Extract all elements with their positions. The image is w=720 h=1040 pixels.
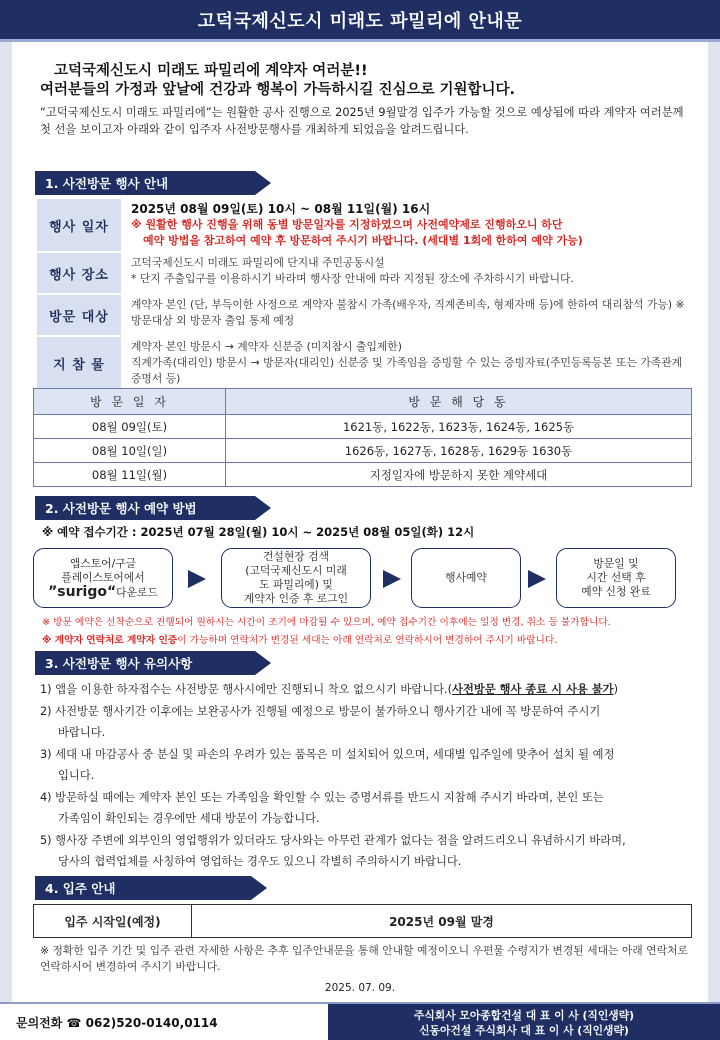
reservation-note-2: [42, 632, 557, 646]
event-place-line-2: * 단지 주출입구를 이용하시기 바라며 행사장 안내에 따라 지정된 장소에 주차하시기 바랍니다.: [131, 272, 574, 285]
move-in-label: 입주 시작일(예정): [34, 905, 192, 938]
items-line-2: 직계가족(대리인) 방문시 → 방문자(대리인) 신분증 및 가족임을 증빙할 수 있는 증빙자료(주민등록등본 또는 가족관계증명서 등): [131, 356, 683, 385]
caution-item-3: 3) 세대 내 마감공사 중 분실 및 파손의 우려가 있는 품목은 미 설치되어 있으며, 세대별 입주일에 맞추어 설치 될 예정: [40, 747, 615, 761]
step3-text: 행사예약: [445, 571, 487, 584]
step1-line-a: 앱스토어/구글: [69, 556, 137, 570]
flow-step-download: [33, 548, 173, 608]
note2-bold: ※ 계약자 연락처로 계약자 인증: [42, 635, 178, 646]
caution-item-5: 5) 행사장 주변에 외부인의 영업행위가 있더라도 당사와는 아무런 관계가 없다는 점을 알려드리오니 유념하시기 바라며,: [40, 833, 626, 847]
table-row: [34, 439, 692, 463]
value-event-place: [122, 252, 690, 294]
side-border-right: [708, 42, 720, 1002]
value-visit-target: 계약자 본인 (단, 부득이한 사정으로 계약자 불참시 가족(배우자, 직계존비속, 형제자매 등)에 한하여 대리참석 가능) ※ 방문대상 외 방문자 출입 통제 예정: [131, 298, 685, 327]
step2-line: 도 파밀리에) 및: [259, 578, 333, 591]
step2-line: (고덕국제신도시 미래: [245, 564, 347, 577]
section-1-title: 1. 사전방문 행사 안내: [35, 171, 255, 195]
caution-item-4-cont: 가족임이 확인되는 경우에만 세대 방문이 가능합니다.: [58, 812, 320, 825]
section-2-title: 2. 사전방문 행사 예약 방법: [35, 496, 255, 520]
schedule-date: 08월 11일(월): [34, 463, 226, 487]
step4-line: 시간 선택 후: [586, 571, 646, 584]
table-row: [34, 415, 692, 439]
company-line-1: 주식회사 모아종합건설 대 표 이 사 (직인생략): [413, 1009, 635, 1022]
contact-phone: 문의전화 ☎ 062)520-0140,0114: [16, 1016, 218, 1030]
event-date-note-2: 예약 방법을 참고하여 예약 후 방문하여 주시기 바랍니다. (세대별 1회에 한하여 예약 가능): [143, 234, 583, 247]
schedule-building: 1626동, 1627동, 1628동, 1629동 1630동: [226, 439, 692, 463]
greeting: [40, 62, 690, 138]
header-bar: [0, 0, 720, 42]
table-row: [34, 463, 692, 487]
greeting-paragraph: “고덕국제신도시 미래도 파밀리에”는 원활한 공사 진행으로 2025년 9월말경 입주가 가능할 것으로 예상됨에 따라 계약자 여러분께 첫 선을 보이고자 아래와 같이 입주자 사전방문행사를 개최하게 되었음을 알려드립니다.: [40, 106, 684, 136]
section-4-title: 4. 입주 안내: [35, 876, 251, 900]
document-date: 2025. 07. 09.: [324, 982, 396, 994]
greeting-line-1: 고덕국제신도시 미래도 파밀리에 계약자 여러분!!: [54, 63, 368, 79]
move-in-table: [33, 904, 692, 938]
caution-emphasis: 사전방문 행사 종료 시 사용 불가: [452, 683, 614, 696]
caution-text: 1) 앱을 이용한 하자접수는 사전방문 행사시에만 진행되니 착오 없으시기 바랍니다.(: [40, 683, 453, 696]
schedule-building: 지정일자에 방문하지 못한 계약세대: [226, 463, 692, 487]
flow-step-login: [221, 548, 371, 608]
schedule-header-building: 방 문 해 당 동: [226, 389, 692, 415]
schedule-date: 08월 09일(토): [34, 415, 226, 439]
greeting-line-2: 여러분들의 가정과 앞날에 건강과 행복이 가득하시길 진심으로 기원합니다.: [40, 82, 516, 98]
caution-item-2: 2) 사전방문 행사기간 이후에는 보완공사가 진행될 예정으로 방문이 불가하오니 행사기간 내에 꼭 방문하여 주시기: [40, 704, 601, 718]
arrow-right-icon: [528, 570, 546, 588]
arrow-right-icon: [383, 570, 401, 588]
caution-item-3-cont: 입니다.: [58, 769, 95, 782]
event-date-note-1: ※ 원활한 행사 진행을 위해 동별 방문일자를 지정하였으며 사전예약제로 진행하오니 하단: [131, 218, 563, 231]
caution-item-2-cont: 바랍니다.: [58, 726, 106, 739]
move-in-value: 2025년 09월 말경: [192, 905, 692, 938]
label-event-date: 행사 일자: [36, 198, 122, 252]
value-event-date: [122, 198, 690, 252]
reservation-note-1: ※ 방문 예약은 선착순으로 진행되어 원하시는 시간이 조기에 마감될 수 있으며, 예약 접수기간 이후에는 일정 변경, 취소 등 불가합니다.: [42, 617, 611, 628]
caution-text: ): [613, 683, 619, 696]
visit-schedule-table: [33, 388, 692, 487]
arrow-right-icon: [188, 570, 206, 588]
flow-step-reserve: [411, 548, 521, 608]
step2-line: 건설현장 검색: [262, 550, 329, 563]
label-visit-target: 방문 대상: [36, 294, 122, 336]
items-line-1: 계약자 본인 방문시 → 계약자 신분증 (미지참시 출입제한): [131, 340, 402, 353]
caution-item-5-cont: 당사의 협력업체를 사칭하여 영업하는 경우도 있으니 각별히 주의하시기 바랍니다.: [58, 855, 462, 868]
event-date-text: 2025년 08월 09일(토) 10시 ~ 08월 11일(월) 16시: [131, 202, 431, 216]
caution-item-1: [40, 679, 690, 701]
step1-line-d: 다운로드: [116, 585, 158, 599]
footer: [0, 1002, 720, 1040]
event-info-table: [35, 197, 691, 391]
schedule-building: 1621동, 1622동, 1623동, 1624동, 1625동: [226, 415, 692, 439]
step2-line: 계약자 인증 후 로그인: [243, 592, 349, 605]
event-place-line-1: 고덕국제신도시 미래도 파밀리에 단지내 주민공동시설: [131, 256, 385, 269]
page-title: 고덕국제신도시 미래도 파밀리에 안내문: [197, 10, 523, 32]
step4-line: 방문일 및: [593, 557, 639, 570]
label-items-to-bring: 지 참 물: [36, 336, 122, 390]
section-3-title: 3. 사전방문 행사 유의사항: [35, 651, 255, 675]
step4-line: 예약 신청 완료: [581, 585, 651, 598]
side-border-left: [0, 42, 12, 1002]
move-in-note: ※ 정확한 입주 기간 및 입주 관련 자세한 사항은 추후 입주안내문을 통해 안내할 예정이오니 우편물 수령지가 변경된 세대는 아래 연락처로 연락하시어 변경하여 주시기 바랍니다.: [40, 944, 688, 973]
step1-line-b: 플레이스토어에서: [61, 570, 145, 584]
reservation-period: ※ 예약 접수기간 : 2025년 07월 28일(월) 10시 ~ 2025년 08월 05일(화) 12시: [42, 525, 475, 539]
caution-item-4: 4) 방문하실 때에는 계약자 본인 또는 가족임을 확인할 수 있는 증명서류를 반드시 지참해 주시기 바라며, 본인 또는: [40, 790, 604, 804]
schedule-date: 08월 10일(일): [34, 439, 226, 463]
note2-rest: 이 가능하며 연락처가 변경된 세대는 아래 연락처로 연락하시어 변경하여 주시기 바랍니다.: [177, 635, 558, 646]
flow-step-complete: [556, 548, 676, 608]
value-items-to-bring: [122, 336, 690, 390]
caution-list: [40, 679, 690, 873]
company-signature: [328, 1004, 720, 1040]
surigo-app-name: ”surigo“: [48, 583, 117, 600]
company-line-2: 신동아건설 주식회사 대 표 이 사 (직인생략): [419, 1024, 629, 1037]
schedule-header-date: 방 문 일 자: [34, 389, 226, 415]
label-event-place: 행사 장소: [36, 252, 122, 294]
